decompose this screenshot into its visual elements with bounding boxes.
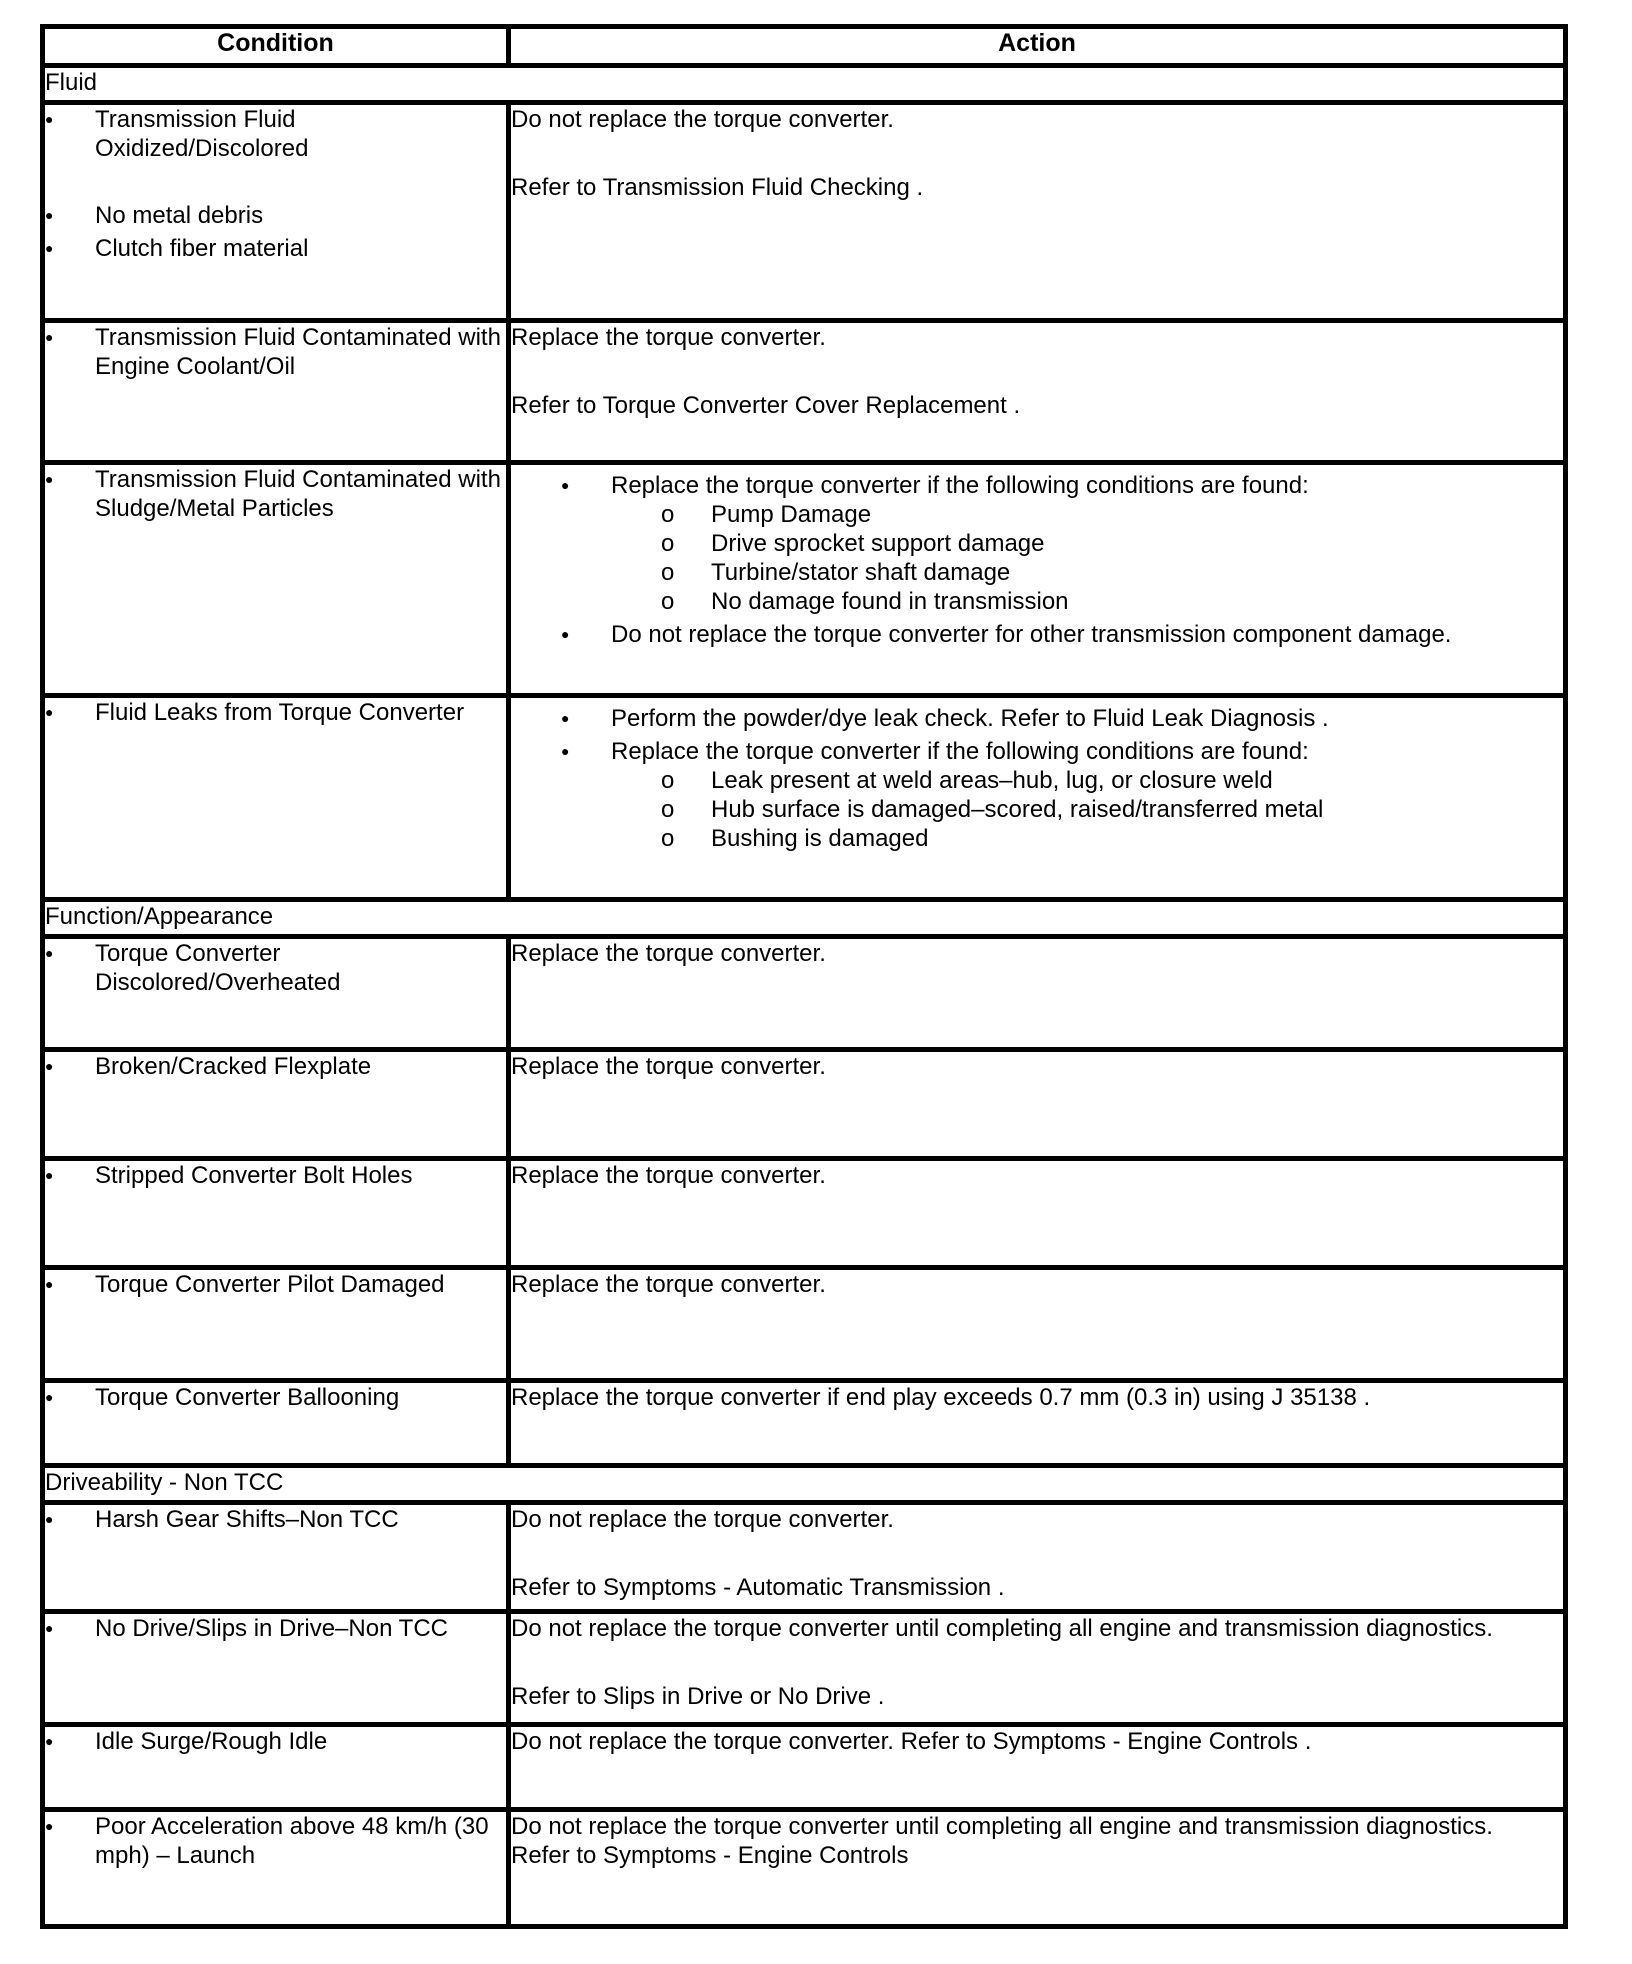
action-cell: [509, 1725, 1566, 1810]
table-row: [43, 463, 1566, 696]
action-subitem: o Hub surface is damaged–scored, raised/transferred metal: [661, 795, 1563, 824]
table-row: [43, 1612, 1566, 1725]
table-row: [43, 103, 1566, 321]
condition-item: ● Torque Converter Discolored/Overheated: [45, 939, 506, 997]
action-cell: [509, 1050, 1566, 1159]
section-row-driveability: [43, 1466, 1566, 1503]
section-title: Function/Appearance: [43, 900, 1566, 937]
action-text: Do not replace the torque converter until completing all engine and transmission diagnostics.: [511, 1813, 1493, 1840]
section-row-fluid: [43, 66, 1566, 103]
action-reference: Refer to Symptoms - Engine Controls: [511, 1842, 909, 1869]
table-row: [43, 937, 1566, 1050]
condition-cell: [43, 1612, 509, 1725]
action-text: Replace the torque converter if end play exceeds 0.7 mm (0.3 in) using J 35138 .: [511, 1384, 1371, 1411]
condition-cell: [43, 321, 509, 463]
action-cell: [509, 1381, 1566, 1466]
condition-item: ● No metal debris: [45, 201, 506, 230]
action-cell: [509, 1503, 1566, 1612]
condition-item: ● Broken/Cracked Flexplate: [45, 1052, 506, 1081]
action-text: Do not replace the torque converter.: [511, 1506, 894, 1533]
section-row-function: [43, 900, 1566, 937]
action-subitem: o Bushing is damaged: [661, 824, 1563, 853]
condition-item: ● Torque Converter Pilot Damaged: [45, 1270, 506, 1299]
action-reference: Refer to Torque Converter Cover Replacement .: [511, 392, 1021, 419]
table-row: [43, 1725, 1566, 1810]
diagnostic-table: [40, 24, 1568, 1929]
condition-cell: [43, 937, 509, 1050]
section-title: Fluid: [43, 66, 1566, 103]
condition-item: ● Harsh Gear Shifts–Non TCC: [45, 1505, 506, 1534]
action-reference: Refer to Transmission Fluid Checking .: [511, 174, 924, 201]
condition-cell: [43, 463, 509, 696]
condition-item: ● Idle Surge/Rough Idle: [45, 1727, 506, 1756]
action-cell: [509, 1612, 1566, 1725]
table-row: [43, 696, 1566, 900]
action-cell: [509, 1268, 1566, 1381]
action-subitem: o Turbine/stator shaft damage: [661, 558, 1563, 587]
action-reference: Refer to Symptoms - Automatic Transmission .: [511, 1574, 1005, 1601]
condition-item: ● No Drive/Slips in Drive–Non TCC: [45, 1614, 506, 1643]
action-text: Replace the torque converter.: [511, 1162, 826, 1189]
condition-cell: [43, 1381, 509, 1466]
action-cell: [509, 696, 1566, 900]
header-row: [43, 27, 1566, 66]
action-item: ● Perform the powder/dye leak check. Refer to Fluid Leak Diagnosis .: [561, 704, 1563, 733]
action-item: [561, 737, 1563, 853]
action-text: Replace the torque converter.: [511, 1271, 826, 1298]
action-item-text: Replace the torque converter if the following conditions are found:: [611, 738, 1309, 765]
table-row: [43, 1268, 1566, 1381]
condition-item: ● Poor Acceleration above 48 km/h (30 mph) – Launch: [45, 1812, 506, 1870]
action-header: Action: [509, 27, 1566, 66]
action-item-text: Replace the torque converter if the following conditions are found:: [611, 472, 1309, 499]
action-cell: [509, 937, 1566, 1050]
table-row: [43, 1503, 1566, 1612]
condition-item: ● Transmission Fluid Contaminated with Engine Coolant/Oil: [45, 323, 506, 381]
table-row: [43, 1159, 1566, 1268]
action-item: [561, 471, 1563, 616]
table-row: [43, 321, 1566, 463]
action-text: Replace the torque converter.: [511, 324, 826, 351]
action-text: Replace the torque converter.: [511, 1053, 826, 1080]
action-text: Replace the torque converter.: [511, 940, 826, 967]
table-row: [43, 1810, 1566, 1927]
table-row: [43, 1050, 1566, 1159]
condition-item: ● Torque Converter Ballooning: [45, 1383, 506, 1412]
action-text: Do not replace the torque converter.: [511, 106, 894, 133]
action-cell: [509, 1159, 1566, 1268]
condition-cell: [43, 1725, 509, 1810]
action-cell: [509, 1810, 1566, 1927]
action-cell: [509, 103, 1566, 321]
action-item: ● Do not replace the torque converter for other transmission component damage.: [561, 620, 1563, 649]
condition-cell: [43, 103, 509, 321]
action-cell: [509, 463, 1566, 696]
condition-cell: [43, 1050, 509, 1159]
condition-item: ● Clutch fiber material: [45, 234, 506, 263]
action-cell: [509, 321, 1566, 463]
action-text: Do not replace the torque converter until completing all engine and transmission diagnostics.: [511, 1615, 1493, 1642]
action-text: Do not replace the torque converter. Refer to Symptoms - Engine Controls .: [511, 1728, 1312, 1755]
condition-header: Condition: [43, 27, 509, 66]
condition-cell: [43, 1268, 509, 1381]
section-title: Driveability - Non TCC: [43, 1466, 1566, 1503]
condition-cell: [43, 1503, 509, 1612]
action-subitem: o Drive sprocket support damage: [661, 529, 1563, 558]
action-subitem: o Pump Damage: [661, 500, 1563, 529]
action-subitem: o No damage found in transmission: [661, 587, 1563, 616]
action-reference: Refer to Slips in Drive or No Drive .: [511, 1683, 885, 1710]
condition-item: ● Transmission Fluid Oxidized/Discolored: [45, 105, 506, 163]
condition-cell: [43, 1810, 509, 1927]
condition-cell: [43, 696, 509, 900]
condition-item: ● Transmission Fluid Contaminated with Sludge/Metal Particles: [45, 465, 506, 523]
condition-item: ● Stripped Converter Bolt Holes: [45, 1161, 506, 1190]
action-subitem: o Leak present at weld areas–hub, lug, or closure weld: [661, 766, 1563, 795]
table-row: [43, 1381, 1566, 1466]
condition-item: ● Fluid Leaks from Torque Converter: [45, 698, 506, 727]
condition-cell: [43, 1159, 509, 1268]
